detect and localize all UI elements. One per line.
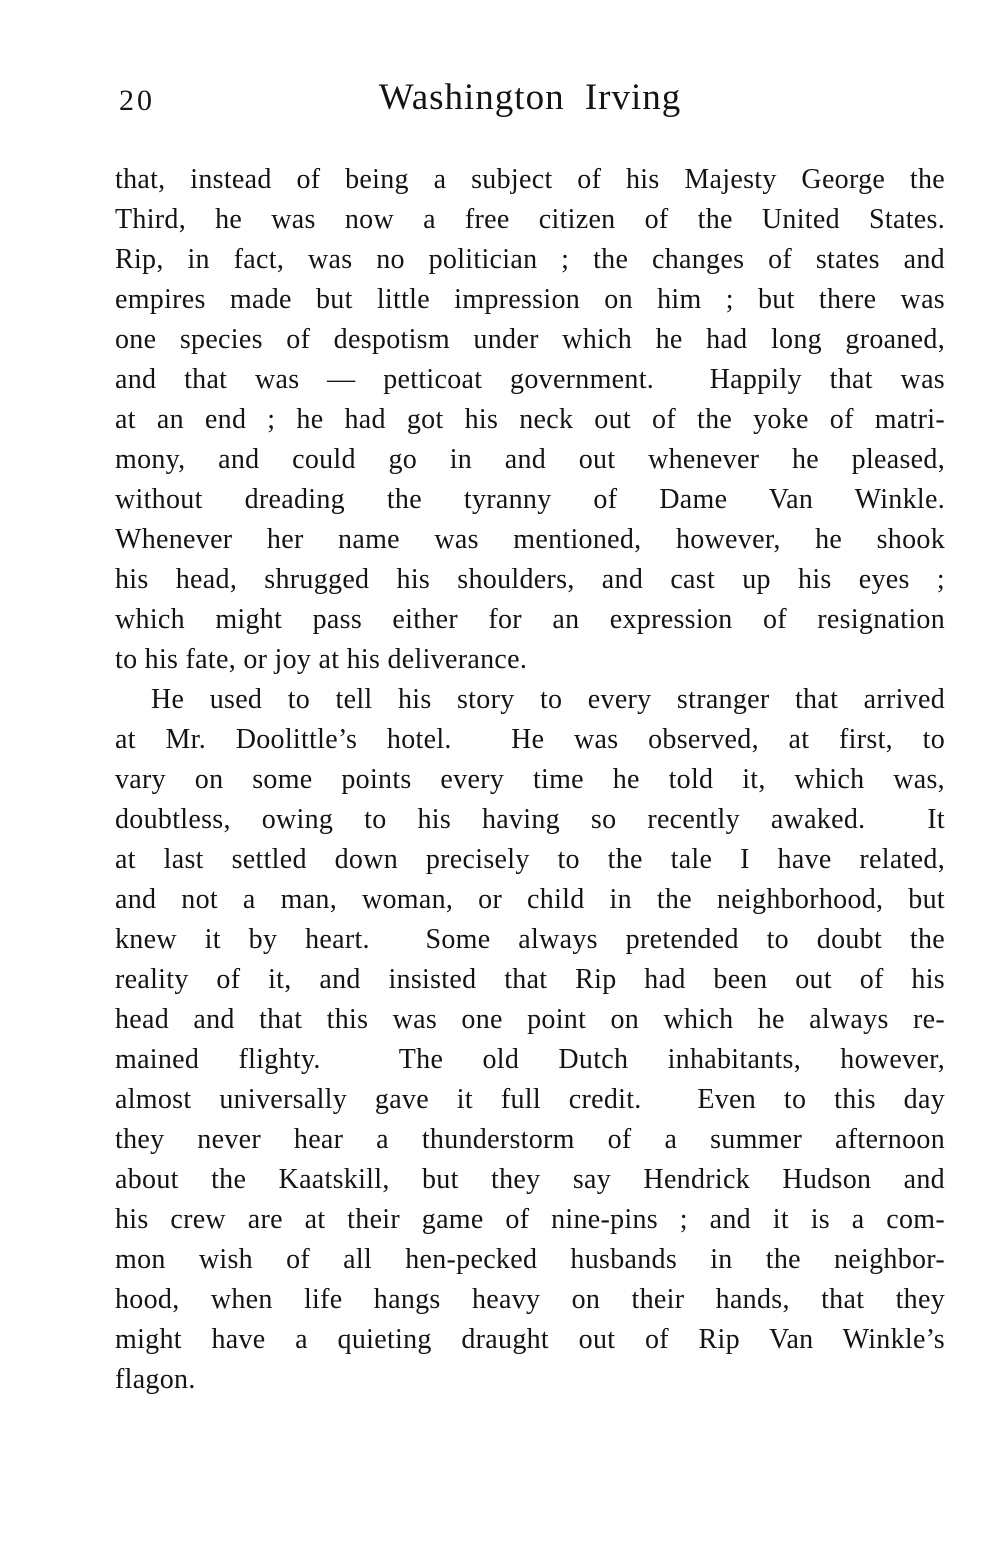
text-line: vary on some points every time he told it, which was,	[115, 764, 945, 795]
text-line: Third, he was now a free citizen of the United States.	[115, 204, 945, 235]
text-line: reality of it, and insisted that Rip had been out of his	[115, 964, 945, 995]
text-line: might have a quieting draught out of Rip Van Winkle’s	[115, 1324, 945, 1355]
text-line: doubtless, owing to his having so recently awaked. It	[115, 804, 945, 835]
text-line: knew it by heart. Some always pretended to doubt the	[115, 924, 945, 955]
paragraph-continuation	[115, 160, 945, 680]
text-line: head and that this was one point on which he always re-	[115, 1004, 945, 1035]
text-line: that, instead of being a subject of his Majesty George the	[115, 164, 945, 195]
text-line: empires made but little impression on him ; but there was	[115, 284, 945, 315]
text-line: his crew are at their game of nine-pins ; and it is a com-	[115, 1204, 945, 1235]
text-line: without dreading the tyranny of Dame Van Winkle.	[115, 484, 945, 515]
text-line: and not a man, woman, or child in the neighborhood, but	[115, 884, 945, 915]
text-line: mony, and could go in and out whenever he pleased,	[115, 444, 945, 475]
text-line: almost universally gave it full credit. Even to this day	[115, 1084, 945, 1115]
text-line: Whenever her name was mentioned, however, he shook	[115, 524, 945, 555]
text-line: mained flighty. The old Dutch inhabitants, however,	[115, 1044, 945, 1075]
page-number: 20	[119, 84, 155, 117]
text-line: mon wish of all hen-pecked husbands in the neighbor-	[115, 1244, 945, 1275]
text-line: hood, when life hangs heavy on their hands, that they	[115, 1284, 945, 1315]
paragraph	[115, 680, 945, 1400]
text-line: at an end ; he had got his neck out of the yoke of matri-	[115, 404, 945, 435]
running-head-title: Washington Irving	[378, 77, 682, 118]
text-block	[115, 160, 945, 1400]
page-header	[115, 76, 945, 124]
text-line: which might pass either for an expression of resignation	[115, 604, 945, 635]
text-line: about the Kaatskill, but they say Hendrick Hudson and	[115, 1164, 945, 1195]
text-line: one species of despotism under which he had long groaned,	[115, 324, 945, 355]
text-line: flagon.	[115, 1364, 196, 1395]
text-line: they never hear a thunderstorm of a summer afternoon	[115, 1124, 945, 1155]
text-line: at last settled down precisely to the tale I have related,	[115, 844, 945, 875]
text-line: at Mr. Doolittle’s hotel. He was observed, at first, to	[115, 724, 945, 755]
text-line: and that was — petticoat government. Happily that was	[115, 364, 945, 395]
text-line: his head, shrugged his shoulders, and cast up his eyes ;	[115, 564, 945, 595]
text-line: Rip, in fact, was no politician ; the changes of states and	[115, 244, 945, 275]
text-line: to his fate, or joy at his deliverance.	[115, 644, 528, 675]
text-line: He used to tell his story to every stranger that arrived	[151, 684, 945, 715]
